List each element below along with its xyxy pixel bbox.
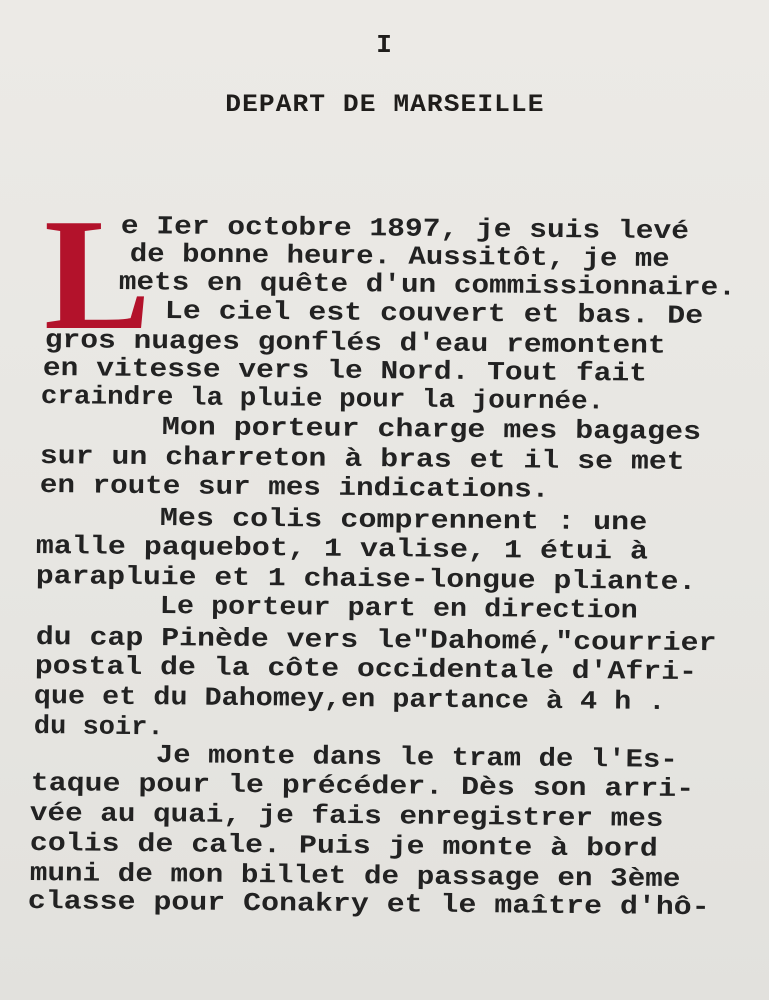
- text-line: mets en quête d'un commissionnaire.: [118, 267, 737, 303]
- drop-cap-initial: L: [44, 185, 151, 363]
- text-line: que et du Dahomey,en partance à 4 h .: [33, 681, 666, 718]
- text-line: postal de la côte occidentale d'Afri-: [34, 651, 698, 688]
- text-line: du cap Pinède vers le"Dahomé,"courrier: [35, 622, 717, 659]
- text-line: vée au quai, je fais enregistrer mes: [29, 798, 664, 834]
- text-line: Le ciel est couvert et bas. De: [164, 296, 704, 331]
- text-line: gros nuages gonflés d'eau remontent: [44, 325, 666, 361]
- chapter-number: I: [376, 30, 393, 60]
- text-line: Mes colis comprennent : une: [159, 503, 648, 538]
- text-line: en route sur mes indications.: [39, 470, 550, 505]
- text-line: muni de mon billet de passage en 3ème: [29, 858, 681, 895]
- chapter-title: DEPART DE MARSEILLE: [225, 90, 545, 119]
- text-line: Je monte dans le tram de l'Es-: [155, 740, 678, 775]
- text-line: classe pour Conakry et le maître d'hô-: [27, 886, 710, 923]
- text-line: parapluie et 1 chaise-longue pliante.: [35, 561, 697, 598]
- text-line: en vitesse vers le Nord. Tout fait: [42, 353, 648, 389]
- text-line: Mon porteur charge mes bagages: [161, 412, 702, 447]
- text-line: sur un charreton à bras et il se met: [39, 441, 685, 477]
- text-line: Le porteur part en direction: [159, 591, 638, 626]
- text-line: du soir.: [33, 711, 164, 743]
- text-line: de bonne heure. Aussitôt, je me: [129, 239, 670, 275]
- text-line: craindre la pluie pour la journée.: [40, 381, 605, 417]
- text-line: colis de cale. Puis je monte à bord: [29, 828, 658, 864]
- text-line: taque pour le précéder. Dès son arri-: [30, 768, 695, 805]
- text-line: malle paquebot, 1 valise, 1 étui à: [35, 531, 649, 567]
- text-line: e Ier octobre 1897, je suis levé: [120, 211, 690, 247]
